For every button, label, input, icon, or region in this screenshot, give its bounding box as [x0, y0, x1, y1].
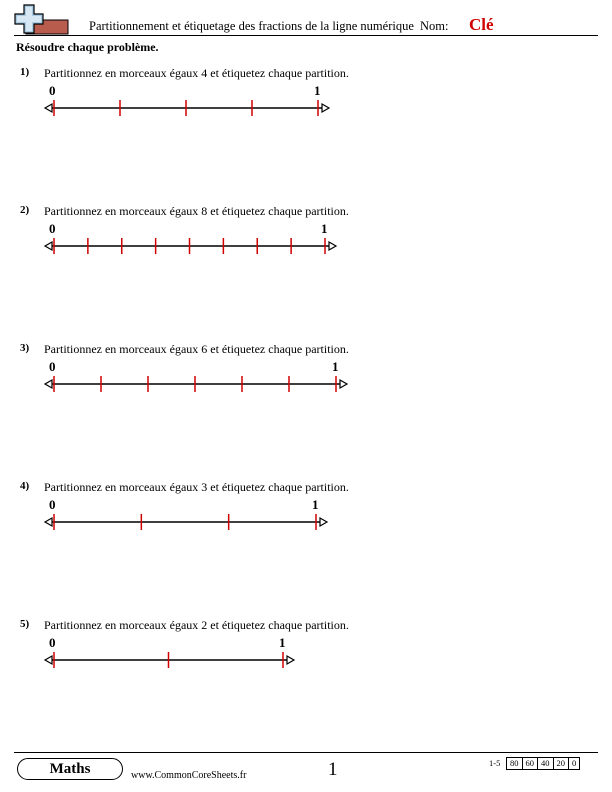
- problem-text: Partitionnez en morceaux égaux 4 et étiquetez chaque partition.: [44, 66, 349, 80]
- number-line: [0, 510, 612, 534]
- score-cell: 20: [553, 757, 570, 770]
- instructions: Résoudre chaque problème.: [16, 40, 159, 54]
- number-line: [0, 96, 612, 120]
- problem-number: 5): [20, 618, 30, 630]
- problem-number: 4): [20, 480, 30, 492]
- problem-number: 1): [20, 66, 30, 78]
- left-arrow-icon: [45, 380, 52, 388]
- problem-number: 2): [20, 204, 30, 216]
- number-line: [0, 372, 612, 396]
- number-line-end-label: 1: [321, 221, 328, 236]
- problem-text: Partitionnez en morceaux égaux 6 et étiquetez chaque partition.: [44, 342, 349, 356]
- problem-number: 3): [20, 342, 30, 354]
- subject-badge: Maths: [17, 758, 123, 780]
- problem-text: Partitionnez en morceaux égaux 3 et étiquetez chaque partition.: [44, 480, 349, 494]
- right-arrow-icon: [340, 380, 347, 388]
- problem-text: Partitionnez en morceaux égaux 8 et étiquetez chaque partition.: [44, 204, 349, 218]
- number-line-end-label: 1: [279, 635, 286, 650]
- website-link[interactable]: www.CommonCoreSheets.fr: [131, 770, 247, 781]
- number-line-start-label: 0: [49, 635, 56, 650]
- right-arrow-icon: [320, 518, 327, 526]
- page-number: 1: [328, 759, 338, 780]
- score-table: [507, 757, 580, 770]
- number-line: [0, 234, 612, 258]
- number-line-start-label: 0: [49, 359, 56, 374]
- right-arrow-icon: [329, 242, 336, 250]
- worksheet-title: Partitionnement et étiquetage des fractions de la ligne numérique: [89, 19, 414, 33]
- right-arrow-icon: [287, 656, 294, 664]
- left-arrow-icon: [45, 518, 52, 526]
- score-cell: 0: [568, 757, 580, 770]
- score-cell: 60: [522, 757, 539, 770]
- number-line-start-label: 0: [49, 83, 56, 98]
- score-range: 1-5: [489, 758, 501, 768]
- plus-logo-icon: [14, 4, 70, 36]
- left-arrow-icon: [45, 104, 52, 112]
- footer-divider: [14, 752, 598, 753]
- score-cell: 80: [506, 757, 523, 770]
- header-divider: [14, 35, 598, 36]
- problem-text: Partitionnez en morceaux égaux 2 et étiquetez chaque partition.: [44, 618, 349, 632]
- number-line-end-label: 1: [314, 83, 321, 98]
- number-line-start-label: 0: [49, 221, 56, 236]
- score-cell: 40: [537, 757, 554, 770]
- number-line-start-label: 0: [49, 497, 56, 512]
- answer-key-label: Clé: [469, 15, 494, 34]
- left-arrow-icon: [45, 656, 52, 664]
- number-line: [0, 648, 612, 672]
- right-arrow-icon: [322, 104, 329, 112]
- number-line-end-label: 1: [312, 497, 319, 512]
- name-label: Nom:: [420, 19, 449, 33]
- left-arrow-icon: [45, 242, 52, 250]
- number-line-end-label: 1: [332, 359, 339, 374]
